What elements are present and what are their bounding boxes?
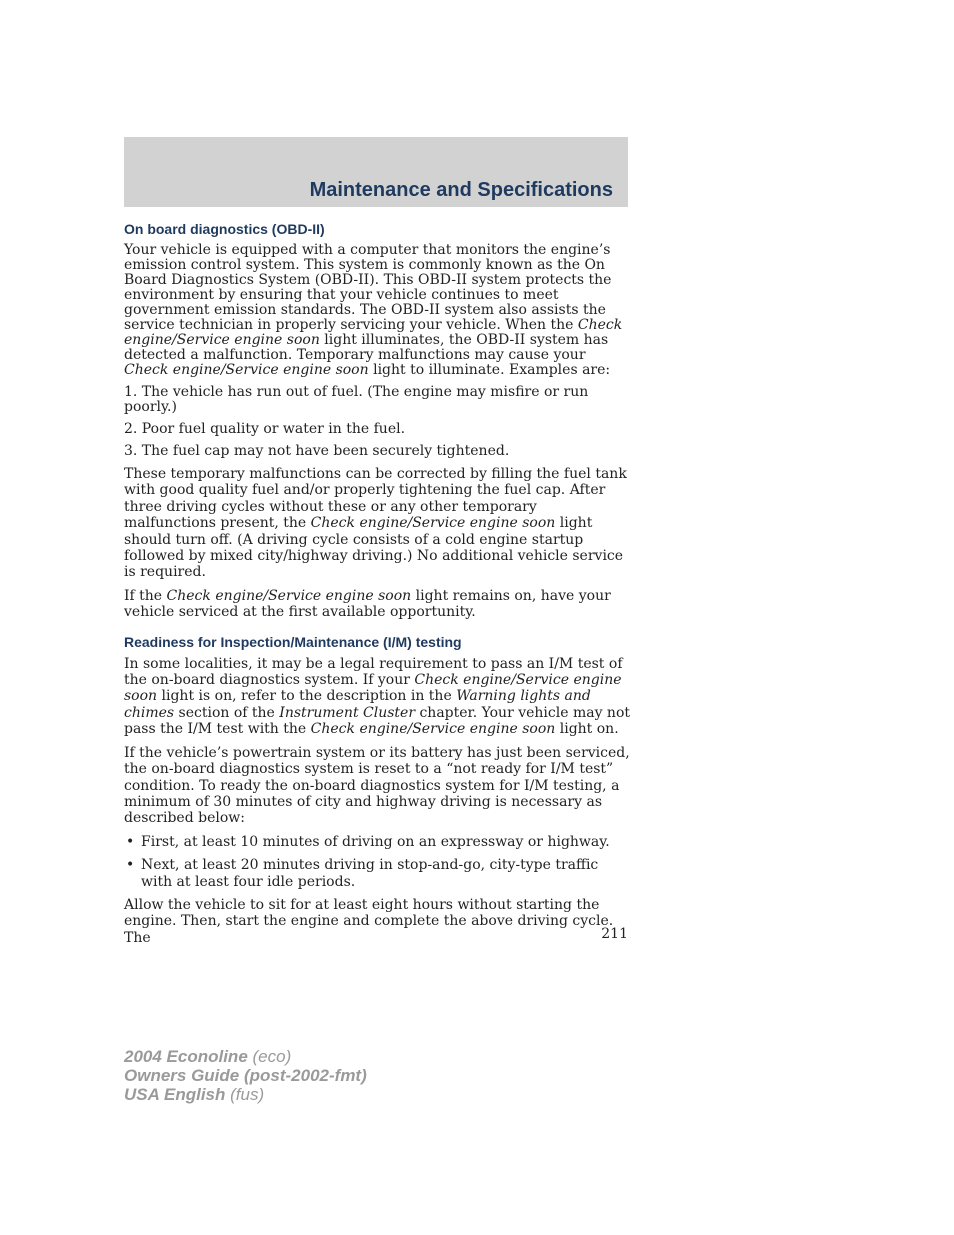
footer-line-guide xyxy=(124,1066,367,1085)
readiness-heading: Readiness for Inspection/Maintenance (I/M) testing xyxy=(124,633,462,650)
readiness-p1-italic-4: Check engine/Service engine soon xyxy=(310,721,556,738)
remains-text-2: light remains on, have your vehicle serviced at the first available opportunity. xyxy=(124,587,611,621)
bullet-text-2: Next, at least 20 minutes driving in stop-and-go, city-type traffic with at least four idle periods. xyxy=(141,857,599,890)
footer-line-model xyxy=(124,1047,367,1066)
remains-text-1: If the xyxy=(124,587,167,604)
temporary-text-2: light should turn off. (A driving cycle consists of a cold engine startup followed by mixed city/highway driving.) No additional vehicle service is required. xyxy=(124,515,624,581)
readiness-p1-italic-3: Instrument Cluster xyxy=(279,704,416,721)
example-item-2: 2. Poor fuel quality or water in the fuel. xyxy=(124,421,406,437)
bullet-icon: • xyxy=(126,833,135,850)
light-remains-paragraph xyxy=(124,588,630,621)
obd-heading: On board diagnostics (OBD-II) xyxy=(124,221,325,237)
readiness-p1-text-4: chapter. Your vehicle may not pass the I/M test with the xyxy=(124,704,631,738)
obd-intro-text-3: light to illuminate. Examples are: xyxy=(368,362,611,378)
readiness-p1-italic-2: Warning lights and chimes xyxy=(124,688,591,721)
footer-guide: Owners Guide (post-2002-fmt) xyxy=(124,1066,367,1085)
obd-intro-paragraph xyxy=(124,243,630,378)
temporary-italic-1: Check engine/Service engine soon xyxy=(310,515,556,532)
bullet-text-1: First, at least 10 minutes of driving on an expressway or highway. xyxy=(141,833,610,850)
obd-intro-italic-1: Check engine/Service engine soon xyxy=(124,317,623,348)
readiness-p1-text-5: light on. xyxy=(555,721,619,738)
obd-intro-text-2: light illuminates, the OBD-II system has detected a malfunction. Temporary malfunctions may cause your xyxy=(124,332,609,363)
readiness-p1-text-1: In some localities, it may be a legal requirement to pass an I/M test of the on-board diagnostics system. If your xyxy=(124,655,623,689)
footer-model-code: (eco) xyxy=(252,1047,292,1066)
remains-italic-1: Check engine/Service engine soon xyxy=(166,587,412,604)
readiness-p1-italic-1: Check engine/Service engine soon xyxy=(124,672,622,705)
readiness-paragraph-2: If the vehicle’s powertrain system or its battery has just been serviced, the on-board diagnostics system is reset to a “not ready for I/M test” condition. To ready the on-board diagnostics system for I/M testing, a minimum of 30 minutes of city and highway driving is necessary as described below: xyxy=(124,744,630,827)
document-footer xyxy=(124,1047,367,1104)
obd-intro-text-1: Your vehicle is equipped with a computer that monitors the engine’s emission control system. This system is commonly known as the On Board Diagnostics System (OBD-II). This OBD-II system protects the environment by ensuring that your vehicle continues to meet government emission standards. The OBD-II system also assists the service technician in properly servicing your vehicle. When the xyxy=(124,242,612,333)
footer-language-code: (fus) xyxy=(230,1085,265,1104)
example-item-3: 3. The fuel cap may not have been securely tightened. xyxy=(124,443,510,459)
footer-model: 2004 Econoline xyxy=(124,1047,248,1066)
temporary-text-1: These temporary malfunctions can be corrected by filling the fuel tank with good quality fuel and/or properly tightening the fuel cap. After three driving cycles without these or any other temporary malfunctions present, the xyxy=(124,466,627,532)
section-header-band xyxy=(124,137,628,207)
bullet-item-2 xyxy=(124,857,630,890)
temporary-malfunctions-paragraph xyxy=(124,466,630,581)
page-number: 211 xyxy=(601,926,628,942)
section-title: Maintenance and Specifications xyxy=(309,179,613,201)
bullet-item-1 xyxy=(124,834,630,850)
footer-line-language xyxy=(124,1085,367,1104)
readiness-paragraph-3: Allow the vehicle to sit for at least eight hours without starting the engine. Then, start the engine and complete the above driving cycle. The xyxy=(124,896,614,946)
obd-intro-italic-2: Check engine/Service engine soon xyxy=(124,362,369,378)
example-item-1: 1. The vehicle has run out of fuel. (The engine may misfire or run poorly.) xyxy=(124,384,589,415)
readiness-p1-text-3: section of the xyxy=(174,704,280,721)
readiness-p1-text-2: light is on, refer to the description in the xyxy=(157,688,457,705)
readiness-paragraph-1 xyxy=(124,656,630,738)
footer-language: USA English xyxy=(124,1085,226,1104)
page-content xyxy=(124,220,630,953)
bullet-icon: • xyxy=(126,857,135,874)
